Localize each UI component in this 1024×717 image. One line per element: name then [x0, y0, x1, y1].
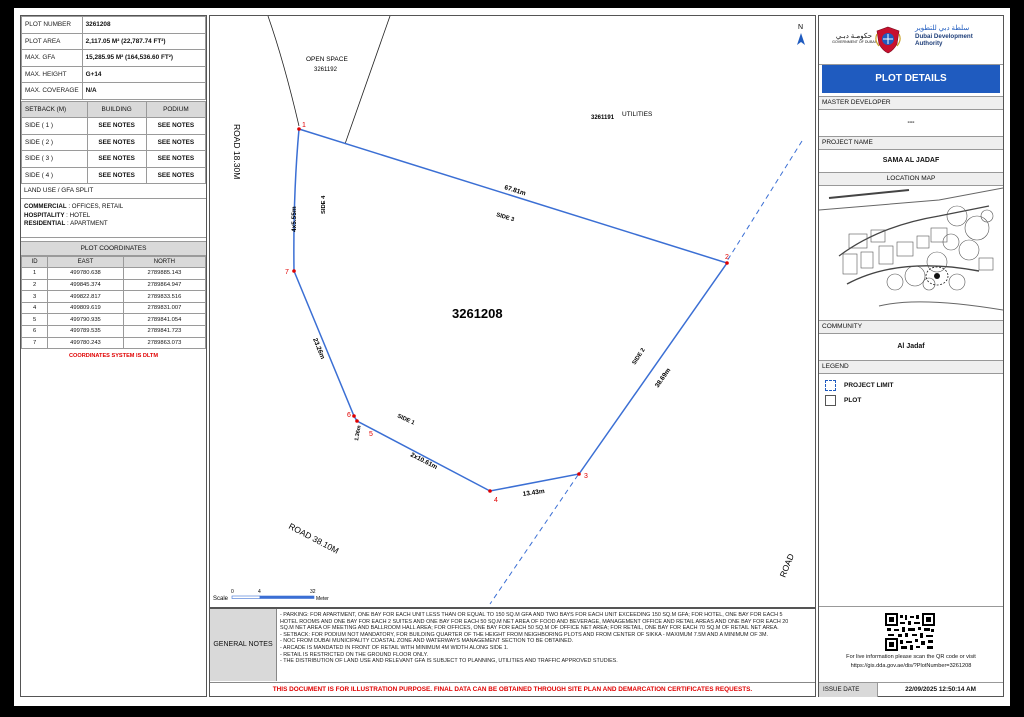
note-line: - ARCADE IS MANDATED IN FRONT OF RETAIL WITH MINIMUM 4M WIDTH ALONG SIDE 1. [280, 644, 509, 651]
plot-number-value: 3261208 [82, 17, 205, 34]
qr-section [819, 606, 1003, 669]
utilities-id: 3261191 [591, 115, 615, 121]
setback-building: SEE NOTES [87, 134, 146, 151]
header-logos [819, 16, 1003, 65]
setback-row [22, 134, 206, 151]
master-developer-value: --- [907, 119, 915, 126]
coord-north: 2789863.073 [123, 337, 205, 349]
coord-east: 499790.935 [48, 314, 124, 326]
road-bottom-label: ROAD 38.10M [287, 520, 341, 556]
scale-unit: Meter [316, 596, 329, 602]
north-arrow-icon [797, 33, 805, 45]
land-use-line [24, 212, 203, 221]
plot-area-value: 2,117.05 M² (22,787.74 FT²) [82, 33, 205, 50]
setback-col-building: BUILDING [87, 101, 146, 118]
road-left-label: ROAD 18.30M [232, 124, 242, 180]
open-space-boundary-right [345, 16, 390, 144]
plot-number-label-map: 3261208 [452, 306, 503, 321]
coord-id: 2 [22, 279, 48, 291]
vertex-1-label: 1 [302, 122, 306, 129]
scale-segment-1 [232, 596, 260, 599]
dim-side-4-5: 2x10.61m [409, 451, 439, 472]
gov-logo-english: GOVERNMENT OF DUBAI [832, 40, 876, 44]
location-map [819, 186, 1003, 320]
illustration-disclaimer: THIS DOCUMENT IS FOR ILLUSTRATION PURPOSE. FINAL DATA CAN BE OBTAINED THROUGH SITE PLAN AND DEMARCATION CERTIFICATES REQUESTS. [210, 682, 815, 697]
land-use-val: : HOTEL [64, 211, 91, 219]
coord-north: 2789841.723 [123, 326, 205, 338]
coord-id: 5 [22, 314, 48, 326]
land-use-line [24, 203, 203, 212]
land-use-key: COMMERCIAL [24, 203, 67, 210]
coordinate-row [22, 302, 206, 314]
vertex-6-label: 6 [347, 412, 351, 419]
coord-east: 499780.638 [48, 268, 124, 280]
setback-col-label: SETBACK (M) [22, 101, 88, 118]
vertex-4-label: 4 [494, 497, 498, 504]
coord-id: 7 [22, 337, 48, 349]
coordinates-title: PLOT COORDINATES [21, 241, 206, 256]
coord-id: 6 [22, 326, 48, 338]
coordinate-row [22, 279, 206, 291]
scale-bar [213, 589, 329, 602]
plot-details-panel [818, 15, 1004, 697]
note-line: - PARKING: FOR APARTMENT, ONE BAY FOR EACH UNIT LESS THAN OR EQUAL TO 150 SQ.M GFA AND TWO BAYS FOR EACH UNIT EXCEEDING 150 SQ.M GFA; FOR HOTEL, ONE BAY FOR EACH 5 [280, 612, 783, 618]
vertex-7-marker [292, 269, 296, 273]
utilities-label: UTILITIES [622, 111, 653, 118]
max-coverage-value: N/A [82, 83, 205, 100]
coordinates-system-note: COORDINATES SYSTEM IS DLTM [69, 353, 158, 360]
setback-podium: SEE NOTES [146, 118, 205, 135]
gov-logo-arabic: حكومـة دبـي [835, 33, 873, 40]
plot-info-panel [20, 15, 207, 697]
coord-north: 2789831.007 [123, 302, 205, 314]
dim-side-1-2: 67.81m [503, 184, 527, 198]
land-use-body [21, 199, 206, 238]
plot-location-marker [934, 273, 940, 279]
dda-logo-arabic: سلطة دبي للتطوير [915, 25, 970, 32]
plot-details-title: PLOT DETAILS [822, 65, 1000, 93]
note-line: - SETBACK: FOR PODIUM NOT MANDATORY, FOR BUILDING QUARTER OF THE HEIGHT FROM NEIGHBORING PLOTS AND FROM CENTER OF SIKKA - MAXIMUM 7.5M AND A MINIMUM OF 3M. [280, 631, 769, 638]
coord-east: 499789.535 [48, 326, 124, 338]
vertex-2-label: 2 [725, 254, 729, 261]
coordinates-table [21, 256, 206, 350]
project-name-label: PROJECT NAME [819, 136, 1003, 150]
plot-number-row [22, 17, 206, 34]
setback-header [22, 101, 206, 118]
setback-side: SIDE ( 3 ) [22, 151, 88, 168]
coord-north: 2789833.516 [123, 291, 205, 303]
coordinate-row [22, 326, 206, 338]
land-use-line [24, 220, 203, 229]
vertex-4-marker [488, 489, 492, 493]
setback-podium: SEE NOTES [146, 134, 205, 151]
map-road [819, 188, 1003, 210]
coord-north: 2789864.947 [123, 279, 205, 291]
legend-label: LEGEND [819, 360, 1003, 374]
coordinate-row [22, 314, 206, 326]
setback-row [22, 151, 206, 168]
legend-item-plot [825, 395, 1003, 406]
note-line: - NOC FROM DUBAI MUNICIPALITY COASTAL ZONE AND WATERWAYS MANAGEMENT SECTION TO BE OBTAINED. [280, 638, 574, 645]
coordinate-row [22, 268, 206, 280]
scale-tick-4: 4 [258, 589, 261, 595]
vertex-2-marker [725, 261, 729, 265]
general-notes-text [280, 612, 815, 665]
qr-info-link[interactable]: https://gis.dda.gov.ae/dis/?PlotNumber=3261208 [850, 662, 972, 669]
max-coverage-label: MAX. COVERAGE [22, 83, 83, 100]
coord-east: 499809.619 [48, 302, 124, 314]
land-use-val: : OFFICES, RETAIL [66, 203, 124, 210]
note-line: HOTEL ROOMS AND ONE BAY FOR EACH 2 SUITES AND ONE BAY FOR EACH 50 SQ.M NET AREA OF FOOD AND BEVERAGE, MANAGEMENT OFFICE AND RETAIL AREAS AND ONE BAY FOR EACH 20 [280, 618, 789, 625]
coord-col-id: ID [22, 256, 48, 268]
vertex-5-marker [355, 419, 359, 423]
qr-info [819, 653, 1003, 670]
setback-table [21, 101, 206, 185]
community-value: Al Jadaf [897, 343, 925, 350]
road-right-label: ROAD [777, 552, 797, 579]
issue-date-row [819, 682, 1003, 697]
land-use-title: LAND USE / GFA SPLIT [21, 184, 206, 199]
dim-side-2-3: 38.69m [653, 367, 673, 390]
coord-id: 1 [22, 268, 48, 280]
dda-logo-english-line2: Authority [915, 40, 943, 47]
plot-swatch [825, 395, 836, 406]
max-gfa-label: MAX. GFA [22, 50, 83, 67]
coord-north: 2789841.054 [123, 314, 205, 326]
land-use-key: HOSPITALITY [24, 211, 65, 219]
max-height-row [22, 66, 206, 83]
map-road [879, 302, 1003, 310]
map-buildings [843, 206, 993, 290]
legend [819, 374, 1003, 406]
location-map-label: LOCATION MAP [819, 172, 1003, 186]
note-line: - RETAIL IS RESTRICTED ON THE GROUND FLOOR ONLY. [280, 651, 428, 658]
project-limit-line-upper [727, 141, 802, 261]
legend-item-project-limit [825, 380, 1003, 391]
coord-id: 3 [22, 291, 48, 303]
vertex-3-label: 3 [584, 473, 588, 480]
plot-number-label: PLOT NUMBER [22, 17, 83, 34]
dda-logo-english-line1: Dubai Development [915, 33, 973, 40]
legend-project-limit-label: PROJECT LIMIT [844, 382, 894, 389]
side-3-label: SIDE 3 [495, 212, 515, 224]
qr-code-icon[interactable] [885, 613, 935, 651]
vertex-7-label: 7 [285, 269, 289, 276]
max-coverage-row [22, 83, 206, 100]
setback-podium: SEE NOTES [146, 151, 205, 168]
land-use-key: RESIDENTIAL [24, 220, 66, 227]
vertex-5-label: 5 [369, 431, 373, 438]
max-gfa-row [22, 50, 206, 67]
map-road [829, 190, 909, 198]
note-line: - THE DISTRIBUTION OF LAND USE AND RELEVANT GFA IS SUBJECT TO PLANNING, UTILITIES AND TRAFFIC APPROVED STUDIES. [280, 658, 618, 665]
qr-info-text: For live information please scan the QR code or visit [846, 654, 976, 660]
note-line: SQ.M NET AREA OF MEETING AND BALLROOM HALL AREA; FOR OFFICES, ONE BAY FOR EACH 50 SQ.M OF OFFICE NET AREA; FOR RETAIL, ONE BAY FOR EACH 70 SQ.M OF RETAIL NET AREA. [280, 625, 779, 632]
scale-tick-0: 0 [231, 589, 234, 595]
scale-label: Scale [213, 596, 229, 602]
site-plan-drawing [210, 16, 815, 607]
master-developer-label: MASTER DEVELOPER [819, 96, 1003, 110]
community-label: COMMUNITY [819, 320, 1003, 334]
issue-date-value: 22/09/2025 12:50:14 AM [905, 686, 976, 693]
setback-building: SEE NOTES [87, 167, 146, 184]
north-label: N [798, 24, 804, 31]
max-gfa-value: 15,285.95 M² (164,536.60 FT²) [82, 50, 205, 67]
setback-side: SIDE ( 1 ) [22, 118, 88, 135]
coord-id: 4 [22, 302, 48, 314]
plot-details-body [819, 96, 1003, 406]
max-height-label: MAX. HEIGHT [22, 66, 83, 83]
coord-east: 499780.243 [48, 337, 124, 349]
dim-side-3-4: 13.43m [522, 487, 546, 498]
plot-info-table [21, 16, 206, 100]
coordinate-row [22, 291, 206, 303]
coordinates-header [22, 256, 206, 268]
land-use-val: : APARTMENT [65, 220, 108, 227]
setback-row [22, 167, 206, 184]
scale-tick-32: 32 [310, 589, 316, 595]
plot-area-label: PLOT AREA [22, 33, 83, 50]
setback-side: SIDE ( 4 ) [22, 167, 88, 184]
issue-date-label: ISSUE DATE [819, 683, 878, 697]
setback-podium: SEE NOTES [146, 167, 205, 184]
open-space-id: 3261192 [314, 67, 337, 73]
general-notes-panel [209, 608, 816, 697]
vertex-labels [285, 122, 729, 504]
coord-col-north: NORTH [123, 256, 205, 268]
legend-plot-label: PLOT [844, 397, 862, 404]
dim-side-6-7: 23.26m [311, 337, 326, 361]
side-4-label: SIDE 4 [321, 195, 327, 214]
coord-east: 499845.374 [48, 279, 124, 291]
max-height-value: G+14 [82, 66, 205, 83]
coord-col-east: EAST [48, 256, 124, 268]
location-map-drawing [819, 186, 1003, 320]
setback-building: SEE NOTES [87, 151, 146, 168]
coord-north: 2789885.143 [123, 268, 205, 280]
open-space-label: OPEN SPACE [306, 56, 348, 63]
open-space-boundary-left [268, 16, 299, 126]
dim-side-7-1: 4x5.55m [291, 206, 298, 232]
project-name-value: SAMA AL JADAF [882, 157, 940, 164]
setback-side: SIDE ( 2 ) [22, 134, 88, 151]
scale-segment-2 [260, 596, 314, 599]
side-1-label: SIDE 1 [396, 413, 416, 427]
vertex-6-marker [352, 414, 356, 418]
dim-side-5-6: 1.36m [354, 424, 363, 442]
general-notes-label: GENERAL NOTES [210, 609, 277, 681]
site-plan-panel [209, 15, 816, 608]
setback-building: SEE NOTES [87, 118, 146, 135]
dda-emblem-icon [875, 26, 901, 54]
map-road [847, 266, 979, 284]
project-limit-swatch [825, 380, 836, 391]
vertex-1-marker [297, 127, 301, 131]
vertex-3-marker [577, 472, 581, 476]
coord-east: 499822.817 [48, 291, 124, 303]
plot-area-row [22, 33, 206, 50]
side-2-label: SIDE 2 [631, 347, 647, 367]
dda-logo [915, 24, 999, 47]
setback-row [22, 118, 206, 135]
setback-col-podium: PODIUM [146, 101, 205, 118]
coordinate-row [22, 337, 206, 349]
